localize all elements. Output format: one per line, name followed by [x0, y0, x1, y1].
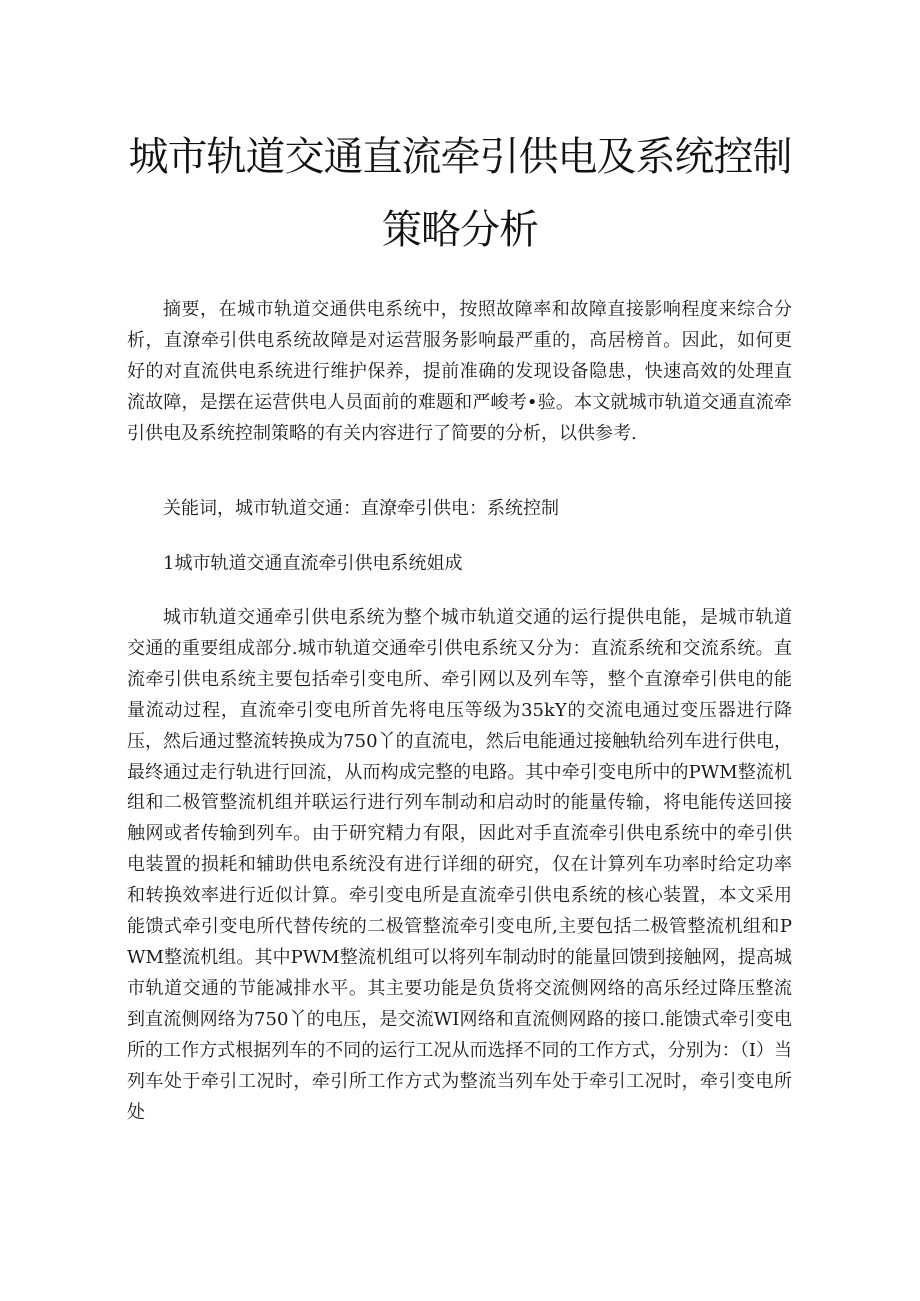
body-paragraph: 城市轨道交通牵引供电系统为整个城市轨道交通的运行提供电能，是城市轨道交通的重要组成部分.城市轨道交通牵引供电系统又分为：直流系统和交流系统。直流牵引供电系统主要包括牵引变电所、牵引网以及列车等，整个直潦牵引供电的能量流动过程，直流牵引变电所首先将电压等级为35kY的交流电通过变压器进行降压，然后通过整流转换成为750丫的直流电，然后电能通过接触轨给列车进行供电，最终通过走行轨进行回流，从而构成完整的电路。其中牵引变电所中的PWM整流机组和二极管整流机组并联运行进行列车制动和启动时的能量传输，将电能传送回接触网或者传输到列车。由于研究精力有限，因此对手直流牵引供电系统中的牵引供电装置的损耗和辅助供电系统没有进行详细的研究，仅在计算列车功率时给定功率和转换效率进行近似计算。牵引变电所是直流牵引供电系统的核心装置，本文采用能馈式牵引变电所代替传统的二极管整流牵引变电所,主要包括二极管整流机组和PWM整流机组。其中PWM整流机组可以将列车制动时的能量回馈到接触网，提高城市轨道交通的节能减排水平。其主要功能是负货将交流侧网络的高乐经过降压整流到直流侧网络为750丫的电压，是交流WI网络和直流侧网路的接口.能馈式牵引变电所的工作方式根据列车的不同的运行工况从而选择不同的工作方式，分别为：（I）当列车处于牵引工况时，牵引所工作方式为整流当列车处于牵引工况时，牵引变电所处 — [127, 607, 792, 1123]
document-title-line-1: 城市轨道交通直流牵引供电及系统控制 — [128, 134, 792, 180]
section-heading: 1城市轨道交通直流牵引供电系统姐成 — [163, 553, 463, 574]
abstract-paragraph: 摘要，在城市轨道交通供电系统中，按照故障率和故障直接影响程度来综合分析，直潦牵引供电系统故障是对运营服务影响最严重的，高居榜首。因此，如何更好的对直流供电系统进行维护保养，提前准确的发现设备隐患，快速高效的处理直流故障，是摆在运营供电人员面前的难题和严峻考•验。本文就城市轨道交通直流牵引供电及系统控制策略的有关内容进行了简要的分析，以供参考. — [127, 299, 792, 444]
document-title-line-2: 策略分析 — [382, 207, 538, 253]
keywords-paragraph: 关能词，城市轨道交通：直潦牵引供电：系统控制 — [163, 498, 559, 519]
